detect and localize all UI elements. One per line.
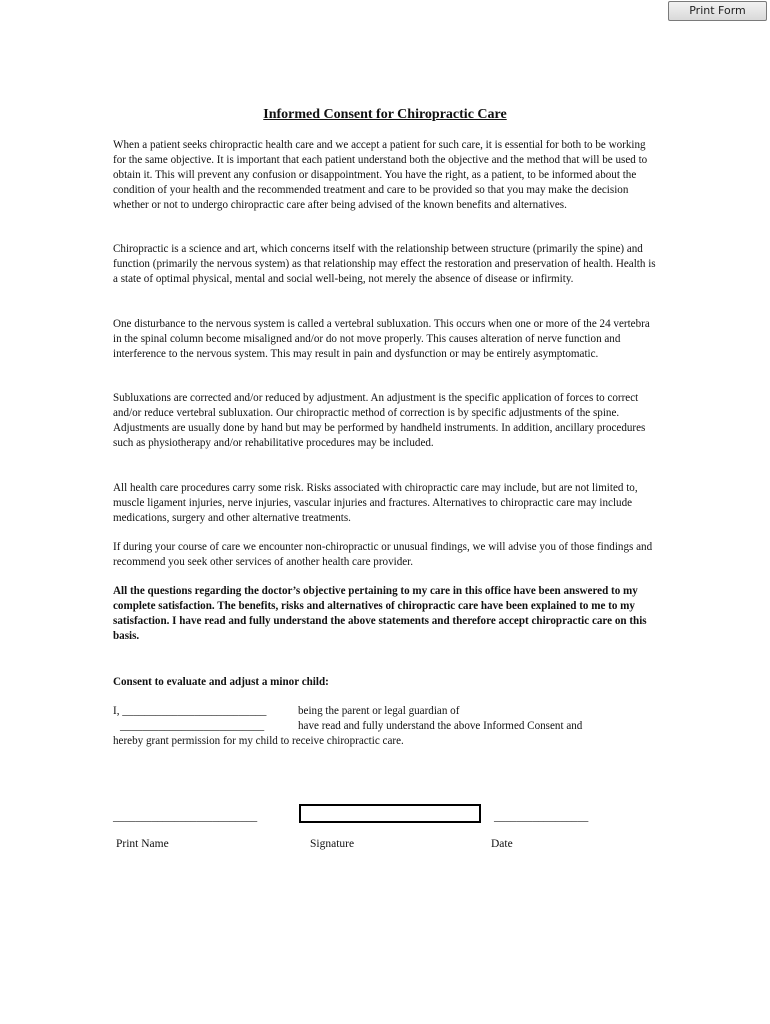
guardian-name-blank[interactable]: I, __________________________ — [113, 705, 267, 717]
paragraph-risks: All health care procedures carry some risk. Risks associated with chiropractic care may include, but are not limited to, muscle ligament injuries, nerve injuries, vascular injuries and fractures. Alternatives to chiropractic care may include medications, surgery and other alternative treatments. — [113, 482, 638, 524]
print-form-button[interactable]: Print Form — [668, 1, 767, 21]
paragraph-chiropractic-definition: Chiropractic is a science and art, which concerns itself with the relationship between structure (primarily the spine) and function (primarily the nervous system) as that relationship may effect the restoration and preservation of health. Health is a state of optimal physical, mental and social well-being, not merely the absence of disease or infirmity. — [113, 243, 656, 285]
grant-permission-text: hereby grant permission for my child to receive chiropractic care. — [113, 735, 404, 747]
signature-field[interactable] — [299, 804, 481, 823]
guardian-line-text: being the parent or legal guardian of — [298, 705, 460, 717]
date-line[interactable]: _________________ — [494, 811, 589, 823]
paragraph-acknowledgement: All the questions regarding the doctor’s objective pertaining to my care in this office have been answered to my complete satisfaction. The benefits, risks and alternatives of chiropractic care have been explained to me to my satisfaction. I have read and fully understand the above statements and therefore accept chiropractic care on this basis. — [113, 585, 647, 642]
print-name-label: Print Name — [116, 838, 169, 850]
paragraph-subluxation: One disturbance to the nervous system is called a vertebral subluxation. This occurs when one or more of the 24 vertebra in the spinal column become misaligned and/or do not move properly. This causes alteration of nerve function and interference to the nervous system. This may result in pain and dysfunction or may be entirely asymptomatic. — [113, 318, 650, 360]
date-label: Date — [491, 838, 513, 850]
paragraph-objective: When a patient seeks chiropractic health care and we accept a patient for such care, it is essential for both to be working for the same objective. It is important that each patient understand both the objective and the method that will be used to obtain it. This will prevent any confusion or disappointment. You have the right, as a patient, to be informed about the condition of your health and the recommended treatment and care to be provided so that you may make the decision whether or not to undergo chiropractic care after being advised of the known benefits and alternatives. — [113, 139, 648, 211]
minor-consent-heading: Consent to evaluate and adjust a minor child: — [113, 676, 329, 688]
child-name-blank[interactable]: __________________________ — [120, 720, 265, 732]
signature-label: Signature — [310, 838, 355, 850]
read-understand-text: have read and fully understand the above Informed Consent and — [298, 720, 583, 732]
document-title: Informed Consent for Chiropractic Care — [263, 107, 507, 122]
paragraph-adjustment: Subluxations are corrected and/or reduced by adjustment. An adjustment is the specific application of forces to correct and/or reduce vertebral subluxation. Our chiropractic method of correction is by specific adjustments of the spine. Adjustments are usually done by hand but may be performed by handheld instruments. In addition, ancillary procedures such as physiotherapy and/or rehabilitative procedures may be included. — [113, 392, 646, 449]
paragraph-findings: If during your course of care we encounter non-chiropractic or unusual findings, we will advise you of those findings and recommend you seek other services of another health care provider. — [113, 541, 653, 568]
print-name-line[interactable]: __________________________ — [113, 811, 258, 823]
